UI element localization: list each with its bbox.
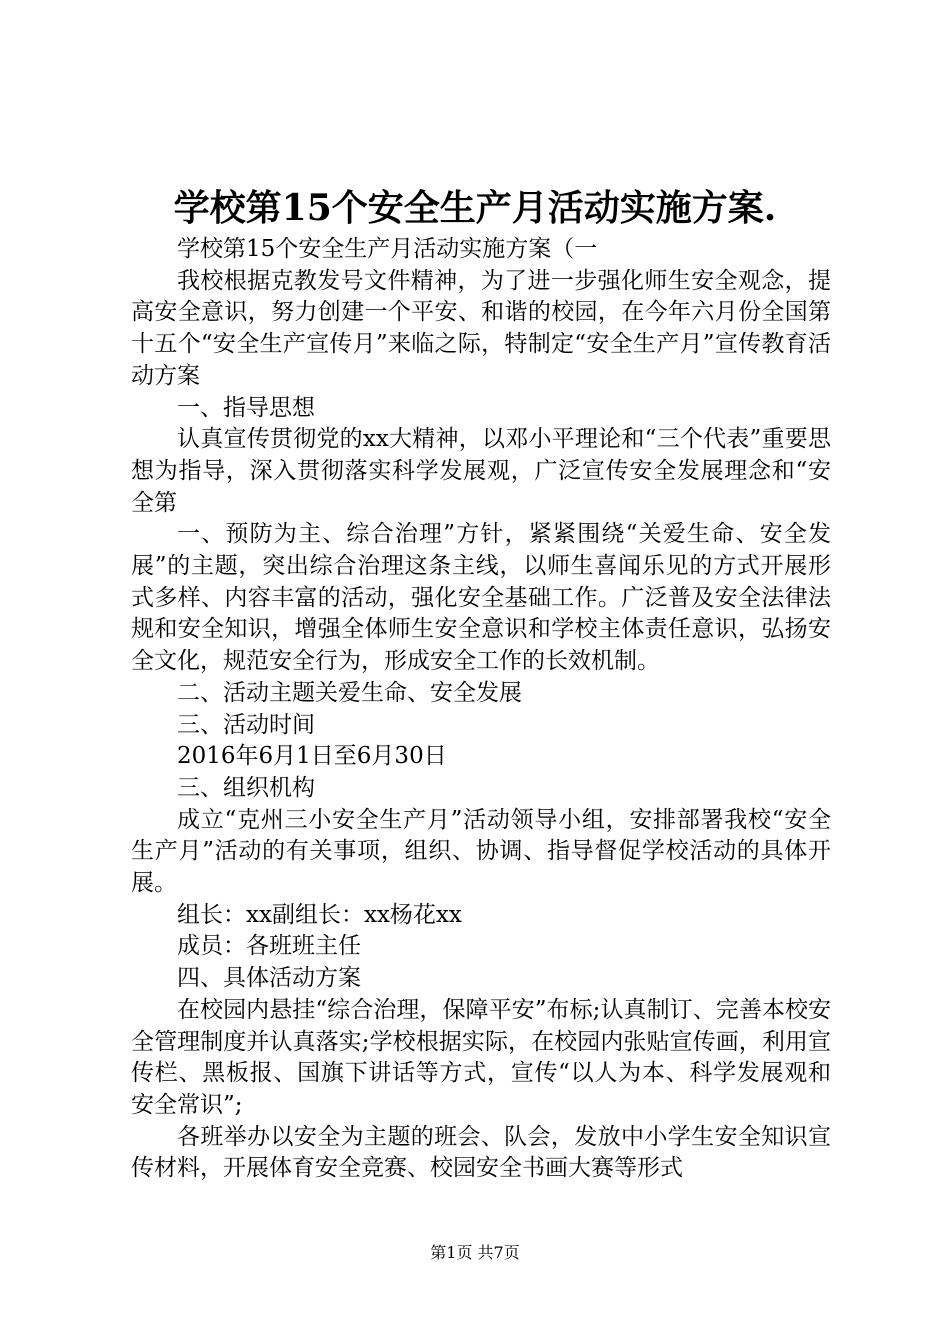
document-body [131, 234, 831, 1185]
page-number-footer: 第1页 共7页 [430, 1243, 520, 1262]
section-heading: 二、活动主题关爱生命、安全发展 [177, 679, 522, 706]
paragraph: 一、预防为主、综合治理”方针，紧紧围绕“关爱生命、安全发展”的主题，突出综合治理这条主线，以师生喜闻乐见的方式开展形式多样、内容丰富的活动，强化安全基础工作。广泛普及安全法律法规和安全知识，增强全体师生安全意识和学校主体责任意识，弘扬安全文化，规范安全行为，形成安全工作的长效机制。 [131, 521, 831, 675]
section-heading: 四、具体活动方案 [177, 965, 361, 992]
section-heading: 一、指导思想 [177, 394, 315, 421]
section-heading: 三、组织机构 [177, 774, 315, 801]
section-heading: 三、活动时间 [177, 711, 315, 738]
paragraph: 成立“克州三小安全生产月”活动领导小组，安排部署我校“安全生产月”活动的有关事项，组织、协调、指导督促学校活动的具体开展。 [131, 806, 831, 897]
paragraph: 学校第15个安全生产月活动实施方案（一 [177, 236, 598, 262]
document-title: 学校第15个安全生产月活动实施方案. [173, 187, 777, 229]
paragraph: 各班举办以安全为主题的班会、队会，发放中小学生安全知识宣传材料，开展体育安全竞赛、校园安全书画大赛等形式 [131, 1123, 831, 1182]
paragraph: 组长：xx副组长：xx杨花xx [177, 901, 462, 928]
paragraph: 我校根据克教发号文件精神，为了进一步强化师生安全观念，提高安全意识，努力创建一个平安、和谐的校园，在今年六月份全国第十五个“安全生产宣传月”来临之际，特制定“安全生产月”宣传教育活动方案 [131, 267, 831, 389]
paragraph: 在校园内悬挂“综合治理，保障平安”布标;认真制订、完善本校安全管理制度并认真落实;学校根据实际，在校园内张贴宣传画，利用宣传栏、黑板报、国旗下讲话等方式，宣传“以人为本、科学发展观和安全常识”; [131, 996, 831, 1118]
paragraph: 认真宣传贯彻党的xx大精神，以邓小平理论和“三个代表”重要思想为指导，深入贯彻落实科学发展观，广泛宣传安全发展理念和“安全第 [131, 426, 831, 516]
paragraph: 2016年6月1日至6月30日 [177, 743, 447, 770]
paragraph: 成员：各班班主任 [177, 933, 361, 960]
